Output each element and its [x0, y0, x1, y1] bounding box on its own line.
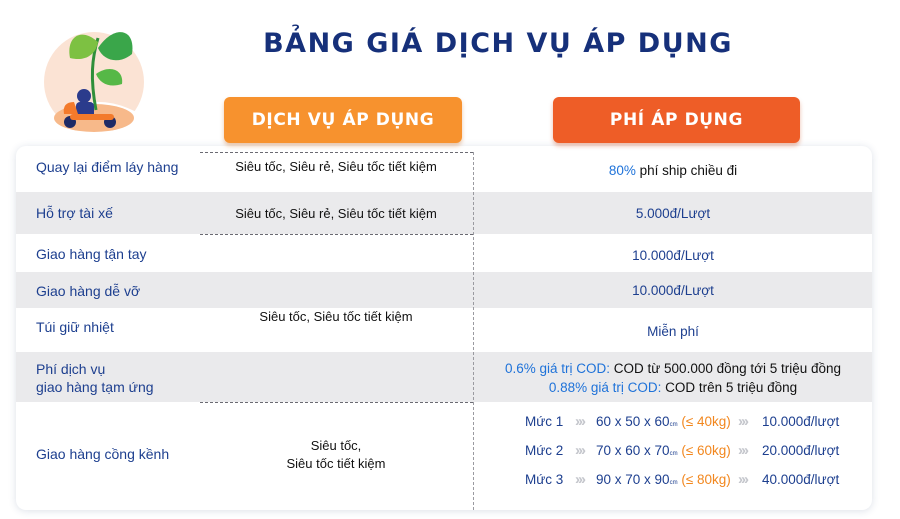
fee-cod-rate-2: 0.88% giá trị COD: — [548, 380, 666, 395]
fee-cod — [474, 359, 872, 397]
service-header: DỊCH VỤ ÁP DỤNG — [224, 97, 462, 143]
double-chevron-right-icon: ››› — [575, 442, 584, 459]
row-divider — [200, 402, 473, 403]
tier-dims: 60 x 50 x 60 — [596, 414, 670, 429]
row-label-cod-line1: Phí dịch vụ — [36, 361, 106, 377]
service-return: Siêu tốc, Siêu rẻ, Siêu tốc tiết kiệm — [235, 159, 437, 174]
row-divider — [200, 152, 473, 153]
service-bulky-line1: Siêu tốc, — [310, 438, 362, 453]
logo-illustration — [40, 18, 148, 136]
double-chevron-right-icon: ››› — [738, 442, 747, 459]
service-bulky-line2: Siêu tốc tiết kiệm — [286, 456, 386, 471]
page-title: BẢNG GIÁ DỊCH VỤ ÁP DỤNG — [263, 28, 733, 59]
double-chevron-right-icon: ››› — [575, 413, 584, 430]
row-label-return: Quay lại điểm láy hàng — [36, 159, 179, 175]
double-chevron-right-icon: ››› — [738, 471, 747, 488]
tier-size — [596, 472, 731, 487]
fee-thermal: Miễn phí — [647, 324, 699, 339]
tier-level: Mức 3 — [525, 472, 564, 487]
row-divider — [200, 234, 473, 235]
fee-return-percent: 80% — [608, 163, 636, 178]
row-label-fragile: Giao hàng dễ vỡ — [36, 283, 141, 299]
row-label-bulky: Giao hàng cồng kềnh — [36, 446, 170, 462]
double-chevron-right-icon: ››› — [738, 413, 747, 430]
row-label-driver: Hỗ trợ tài xế — [36, 205, 113, 221]
tier-dims: 90 x 70 x 90 — [596, 472, 670, 487]
fee-driver: 5.000đ/Lượt — [635, 206, 711, 221]
row-label-cod-line2: giao hàng tạm ứng — [36, 379, 154, 395]
double-chevron-right-icon: ››› — [575, 471, 584, 488]
tier-level: Mức 2 — [525, 443, 564, 458]
row-label-thermal: Túi giữ nhiệt — [36, 319, 114, 335]
tier-size — [596, 443, 731, 458]
fee-hand: 10.000đ/Lượt — [632, 248, 714, 263]
tier-level: Mức 1 — [525, 414, 564, 429]
row-label-cod — [36, 360, 154, 396]
tier-weight: (≤ 40kg) — [681, 414, 731, 429]
tier-price: 20.000đ/lượt — [762, 443, 840, 458]
tier-price: 40.000đ/lượt — [762, 472, 840, 487]
tier-size — [596, 414, 731, 429]
fee-cod-rate-1: 0.6% giá trị COD: — [504, 361, 614, 376]
row-label-hand: Giao hàng tận tay — [36, 246, 147, 262]
service-bulky — [200, 437, 472, 473]
fee-return — [474, 161, 872, 180]
fee-return-text: phí ship chiều đi — [635, 163, 738, 178]
fee-header: PHÍ ÁP DỤNG — [553, 97, 800, 143]
service-shared: Siêu tốc, Siêu tốc tiết kiệm — [259, 309, 413, 324]
tier-unit: cm — [669, 451, 678, 457]
tier-price: 10.000đ/lượt — [762, 414, 840, 429]
tier-weight: (≤ 80kg) — [681, 472, 731, 487]
fee-cod-range-1: COD từ 500.000 đồng tới 5 triệu đồng — [613, 361, 842, 376]
service-driver: Siêu tốc, Siêu rẻ, Siêu tốc tiết kiệm — [235, 206, 437, 221]
fee-cod-range-2: COD trên 5 triệu đồng — [665, 380, 798, 395]
tier-weight: (≤ 60kg) — [681, 443, 731, 458]
tier-unit: cm — [669, 480, 678, 486]
tier-unit: cm — [669, 422, 678, 428]
tier-dims: 70 x 60 x 70 — [596, 443, 670, 458]
fee-fragile: 10.000đ/Lượt — [632, 283, 714, 298]
